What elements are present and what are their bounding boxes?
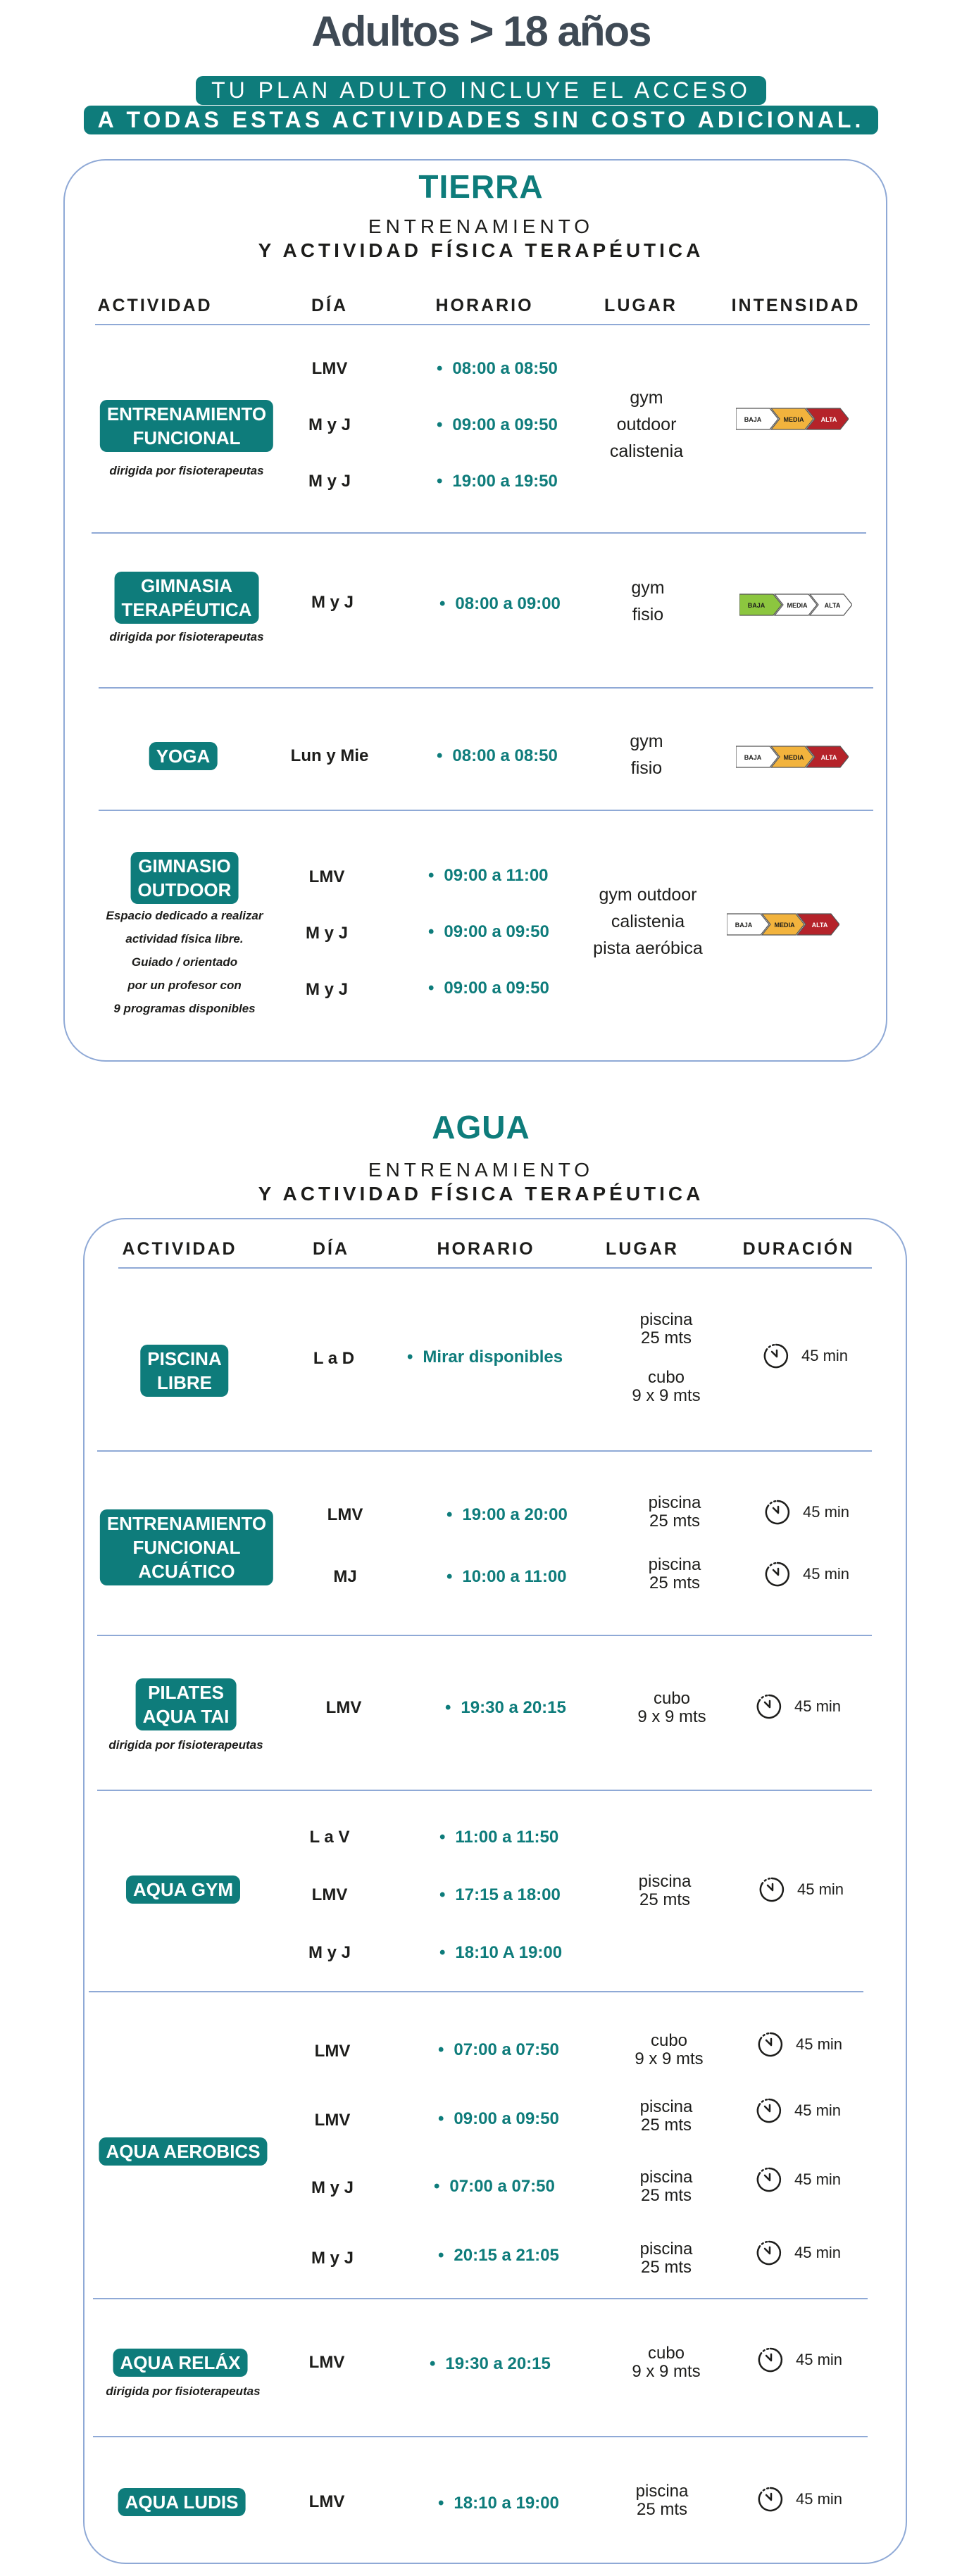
intensity-label-baja: BAJA [735, 922, 753, 929]
intensity-scale [736, 407, 849, 431]
timer-icon [755, 2484, 786, 2515]
activity-entrenamiento-funcional: ENTRENAMIENTO FUNCIONAL [100, 400, 273, 452]
place: gym fisio [631, 578, 665, 624]
place: gym outdoor calistenia [609, 388, 684, 461]
timer-icon [754, 2095, 785, 2126]
day: M y J [308, 472, 351, 491]
day: LMV [311, 1885, 348, 1904]
intensity-scale [727, 912, 839, 936]
day: M y J [311, 593, 354, 612]
agua-subtitle-2: Y ACTIVIDAD FÍSICA TERAPÉUTICA [258, 1183, 704, 1205]
time-slot: • 09:00 a 09:50 [428, 922, 549, 942]
time-slot: • 08:00 a 08:50 [437, 746, 558, 766]
intensity-label-alta: ALTA [820, 754, 837, 761]
activity-note: dirigida por fisioterapeutas [109, 464, 264, 477]
timer-icon [755, 2029, 786, 2060]
tierra-header-horario: HORARIO [435, 296, 534, 315]
day: LMV [308, 867, 345, 886]
day: LMV [308, 2353, 345, 2372]
row-divider [97, 1450, 872, 1452]
place: piscina 25 mts [638, 1872, 692, 1909]
place: cubo 9 x 9 mts [635, 2031, 704, 2068]
place: piscina 25 mts [639, 1310, 693, 1347]
activity-note: dirigida por fisioterapeutas [109, 630, 264, 643]
intensity-label-alta: ALTA [811, 922, 828, 929]
timer-icon [756, 1874, 787, 1905]
time-slot: • 08:00 a 09:00 [439, 594, 561, 614]
row-divider [93, 2436, 868, 2437]
place: piscina 25 mts [648, 1555, 701, 1592]
duration: 45 min [761, 1340, 848, 1371]
page-title: Adultos > 18 años [311, 8, 651, 55]
time-slot: • 19:00 a 20:00 [446, 1505, 568, 1525]
timer-icon [754, 1691, 785, 1722]
day: L a D [313, 1349, 355, 1368]
time-slot: • 20:15 a 21:05 [438, 2246, 559, 2266]
time-slot: • 19:30 a 20:15 [445, 1698, 566, 1718]
agua-subtitle-1: ENTRENAMIENTO [368, 1159, 594, 1181]
time-slot: • 09:00 a 09:50 [437, 415, 558, 435]
place: cubo 9 x 9 mts [632, 2344, 701, 2381]
timer-icon [754, 2164, 785, 2195]
duration: 45 min [754, 2095, 841, 2126]
timer-icon [755, 2344, 786, 2375]
time-slot: • 18:10 A 19:00 [439, 1943, 562, 1963]
intensity-label-alta: ALTA [820, 416, 837, 423]
day: M y J [305, 980, 349, 999]
activity-yoga: YOGA [149, 742, 218, 770]
duration: 45 min [754, 2237, 841, 2268]
time-slot: • 07:00 a 07:50 [434, 2177, 555, 2197]
tierra-subtitle-1: ENTRENAMIENTO [368, 215, 594, 237]
tierra-header-intensidad: INTENSIDAD [731, 296, 861, 315]
day: MJ [333, 1567, 357, 1586]
time-slot: • 18:10 a 19:00 [438, 2494, 559, 2513]
intensity-label-media: MEDIA [774, 922, 795, 929]
day: LMV [308, 2492, 345, 2511]
day: LMV [325, 1698, 362, 1717]
agua-title: AGUA [432, 1109, 530, 1145]
tierra-header-divider [95, 324, 870, 325]
activity-aqua-aerobics: AQUA AEROBICS [99, 2137, 267, 2166]
activity-note: Espacio dedicado a realizar actividad física libre. Guiado / orientado por un profesor con 9 programas disponibles [106, 909, 263, 1015]
time-slot: • 11:00 a 11:50 [439, 1828, 558, 1847]
activity-aqua-relax: AQUA RELÁX [113, 2349, 248, 2377]
activity-note: dirigida por fisioterapeutas [106, 2385, 261, 2398]
row-divider [97, 1790, 872, 1791]
time-slot: • 08:00 a 08:50 [437, 359, 558, 379]
place: piscina 25 mts [639, 2097, 693, 2135]
activity-aqua-ludis: AQUA LUDIS [118, 2488, 246, 2516]
place: piscina 25 mts [639, 2168, 693, 2205]
duration: 45 min [755, 2344, 842, 2375]
intensity-scale [736, 745, 849, 769]
place: piscina 25 mts [635, 2482, 689, 2519]
agua-header-actividad: ACTIVIDAD [122, 1239, 237, 1259]
duration: 45 min [755, 2484, 842, 2515]
time-slot: • 19:00 a 19:50 [437, 472, 558, 491]
intensity-label-baja: BAJA [744, 416, 762, 423]
day: M y J [308, 1943, 351, 1962]
time-slot: • 09:00 a 09:50 [438, 2109, 559, 2129]
time-slot: • Mirar disponibles [407, 1347, 563, 1367]
tierra-header-lugar: LUGAR [604, 296, 677, 315]
place: cubo 9 x 9 mts [637, 1689, 706, 1726]
time-slot: • 09:00 a 09:50 [428, 979, 549, 998]
row-divider [92, 532, 866, 534]
row-divider [99, 810, 873, 811]
duration: 45 min [754, 2164, 841, 2195]
day: LMV [327, 1505, 363, 1524]
tierra-title: TIERRA [418, 168, 544, 205]
place: gym fisio [630, 731, 663, 778]
day: L a V [309, 1828, 350, 1847]
activity-pilates-aqua-tai: PILATES AQUA TAI [136, 1678, 237, 1730]
place: piscina 25 mts [639, 2239, 693, 2277]
day: M y J [308, 415, 351, 434]
activity-gimnasio-outdoor: GIMNASIO OUTDOOR [131, 852, 239, 904]
duration: 45 min [762, 1559, 849, 1590]
day: LMV [311, 359, 348, 378]
time-slot: • 07:00 a 07:50 [438, 2040, 559, 2060]
duration: 45 min [755, 2029, 842, 2060]
tierra-header-actividad: ACTIVIDAD [97, 296, 213, 315]
activity-piscina-libre: PISCINA LIBRE [140, 1345, 228, 1397]
place: gym outdoor calistenia pista aeróbica [593, 885, 703, 958]
time-slot: • 09:00 a 11:00 [428, 866, 549, 886]
agua-header-divider [118, 1267, 872, 1269]
day: LMV [314, 2042, 351, 2061]
tierra-subtitle-2: Y ACTIVIDAD FÍSICA TERAPÉUTICA [258, 239, 704, 261]
day: M y J [311, 2249, 354, 2268]
banner-line-2: A TODAS ESTAS ACTIVIDADES SIN COSTO ADICIONAL. [0, 106, 962, 134]
row-divider [93, 2298, 868, 2299]
intensity-label-alta: ALTA [824, 602, 841, 609]
day: LMV [314, 2111, 351, 2130]
duration: 45 min [754, 1691, 841, 1722]
banner-line-1: TU PLAN ADULTO INCLUYE EL ACCESO [0, 76, 962, 105]
timer-icon [762, 1559, 793, 1590]
agua-header-duracion: DURACIÓN [742, 1239, 855, 1259]
intensity-label-media: MEDIA [783, 416, 804, 423]
agua-header-dia: DÍA [312, 1239, 350, 1259]
intensity-label-baja: BAJA [747, 602, 766, 609]
tierra-header-dia: DÍA [311, 296, 349, 315]
day: M y J [311, 2178, 354, 2197]
activity-note: dirigida por fisioterapeutas [108, 1738, 263, 1752]
activity-entrenamiento-funcional-acuatico: ENTRENAMIENTO FUNCIONAL ACUÁTICO [100, 1509, 273, 1585]
row-divider [89, 1991, 863, 1992]
intensity-label-media: MEDIA [783, 754, 804, 761]
activity-gimnasia-terapeutica: GIMNASIA TERAPÉUTICA [115, 572, 259, 624]
time-slot: • 10:00 a 11:00 [446, 1567, 567, 1587]
place: piscina 25 mts [648, 1493, 701, 1531]
duration: 45 min [762, 1497, 849, 1528]
timer-icon [762, 1497, 793, 1528]
time-slot: • 19:30 a 20:15 [430, 2354, 551, 2374]
intensity-label-baja: BAJA [744, 754, 762, 761]
activity-aqua-gym: AQUA GYM [126, 1876, 240, 1904]
intensity-scale [739, 593, 852, 617]
row-divider [97, 1635, 872, 1636]
duration: 45 min [756, 1874, 844, 1905]
day: Lun y Mie [290, 746, 369, 765]
agua-header-horario: HORARIO [437, 1239, 535, 1259]
timer-icon [761, 1340, 792, 1371]
intensity-label-media: MEDIA [787, 602, 808, 609]
row-divider [99, 687, 873, 689]
time-slot: • 17:15 a 18:00 [439, 1885, 561, 1905]
place: cubo 9 x 9 mts [632, 1368, 701, 1405]
agua-header-lugar: LUGAR [606, 1239, 679, 1259]
timer-icon [754, 2237, 785, 2268]
day: M y J [305, 924, 349, 943]
